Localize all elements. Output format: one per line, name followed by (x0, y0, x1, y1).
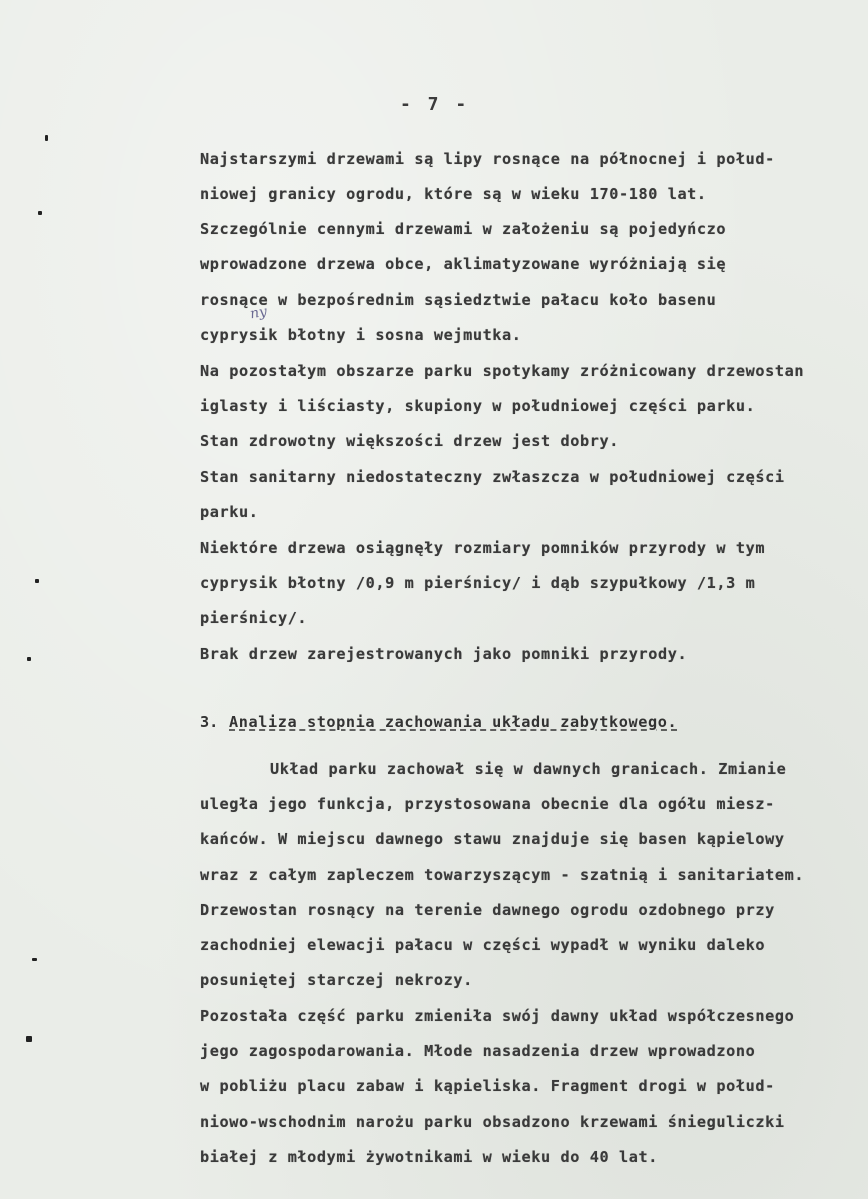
text-line: Pozostała część parku zmieniła swój dawny układ współczesnego (200, 1007, 795, 1025)
scan-speck (35, 579, 39, 583)
scan-speck (32, 958, 37, 961)
text-line: iglasty i liściasty, skupiony w południowej części parku. (200, 397, 756, 415)
scan-speck (38, 211, 42, 215)
text-line: Układ parku zachował się w dawnych granicach. Zmianie (270, 760, 787, 778)
text-line: posuniętej starczej nekrozy. (200, 971, 473, 989)
text-line: niowo-wschodnim narożu parku obsadzono krzewami śnieguliczki (200, 1113, 785, 1131)
scan-speck (45, 135, 48, 141)
text-line: Drzewostan rosnący na terenie dawnego ogrodu ozdobnego przy (200, 901, 775, 919)
text-line: wprowadzone drzewa obce, aklimatyzowane wyróżniają się (200, 255, 727, 273)
text-line: zachodniej elewacji pałacu w części wypadł w wyniku daleko (200, 936, 766, 954)
section-title: Analiza stopnia zachowania układu zabytkowego. (229, 713, 678, 731)
text-line: Brak drzew zarejestrowanych jako pomniki przyrody. (200, 645, 688, 663)
text-line: Najstarszymi drzewami są lipy rosnące na północnej i połud- (200, 150, 775, 168)
text-line: cyprysik błotny /0,9 m pierśnicy/ i dąb szypułkowy /1,3 m (200, 574, 756, 592)
text-line: Stan zdrowotny większości drzew jest dobry. (200, 432, 619, 450)
text-line: Niektóre drzewa osiągnęły rozmiary pomników przyrody w tym (200, 539, 766, 557)
handwritten-annotation: ny (248, 303, 269, 323)
text-line: białej z młodymi żywotnikami w wieku do 40 lat. (200, 1148, 658, 1166)
scan-speck (27, 657, 31, 661)
text-line: parku. (200, 503, 259, 521)
text-line: pierśnicy/. (200, 609, 308, 627)
scan-speck (26, 1036, 32, 1042)
text-line: jego zagospodarowania. Młode nasadzenia drzew wprowadzono (200, 1042, 756, 1060)
text-line: Stan sanitarny niedostateczny zwłaszcza w południowej części (200, 468, 785, 486)
text-line: w pobliżu placu zabaw i kąpieliska. Fragment drogi w połud- (200, 1077, 775, 1095)
text-line: uległa jego funkcja, przystosowana obecnie dla ogółu miesz- (200, 795, 775, 813)
page-number: - 7 - (400, 94, 470, 115)
section-number: 3. (200, 713, 219, 731)
text-line: kańców. W miejscu dawnego stawu znajduje się basen kąpielowy (200, 830, 785, 848)
text-line: rosnące w bezpośrednim sąsiedztwie pałacu koło basenu (200, 291, 717, 309)
text-line: Szczególnie cennymi drzewami w założeniu są pojedyńczo (200, 220, 727, 238)
text-line: niowej granicy ogrodu, które są w wieku 170-180 lat. (200, 185, 707, 203)
text-line: cyprysik błotny i sosna wejmutka. (200, 326, 522, 344)
text-line: wraz z całym zapleczem towarzyszącym - szatnią i sanitariatem. (200, 866, 805, 884)
text-line: Na pozostałym obszarze parku spotykamy zróżnicowany drzewostan (200, 362, 805, 380)
